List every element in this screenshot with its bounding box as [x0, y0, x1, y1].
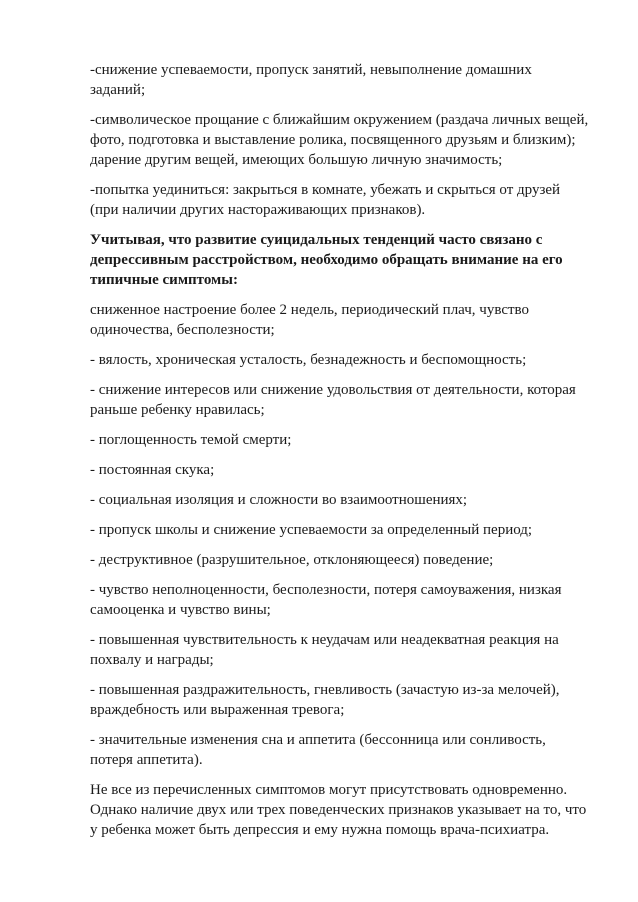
- paragraph-conclusion: Не все из перечисленных симптомов могут присутствовать одновременно. Однако наличие двух или трех поведенческих признаков указывает на то, что у ребенка может быть депрессия и ему нужна помощь врача-психиатра.: [90, 782, 587, 838]
- list-item-school-absence: - пропуск школы и снижение успеваемости за определенный период;: [90, 522, 533, 538]
- list-item-fatigue: - вялость, хроническая усталость, безнадежность и беспомощность;: [90, 352, 527, 368]
- paragraph-academic-decline: -снижение успеваемости, пропуск занятий, невыполнение домашних заданий;: [90, 62, 532, 98]
- paragraph-isolation-attempt: -попытка уединиться: закрыться в комнате, убежать и скрыться от друзей (при наличии других настораживающих признаков).: [90, 182, 561, 218]
- list-item-boredom: - постоянная скука;: [90, 462, 215, 478]
- list-item-destructive-behavior: - деструктивное (разрушительное, отклоняющееся) поведение;: [90, 552, 494, 568]
- list-item-social-isolation: - социальная изоляция и сложности во взаимоотношениях;: [90, 492, 468, 508]
- list-item-loss-of-interest: - снижение интересов или снижение удовольствия от деятельности, которая раньше ребенку нравилась;: [90, 382, 576, 418]
- list-item-death-preoccupation: - поглощенность темой смерти;: [90, 432, 292, 448]
- paragraph-symbolic-farewell: -символическое прощание с ближайшим окружением (раздача личных вещей, фото, подготовка и выставление ролика, посвященного друзьям и близким); дарение другим вещей, имеющих большую личную значимость;: [90, 112, 589, 168]
- list-item-sleep-appetite: - значительные изменения сна и аппетита (бессонница или сонливость, потеря аппетита).: [90, 732, 546, 768]
- list-item-irritability: - повышенная раздражительность, гневливость (зачастую из-за мелочей), враждебность или выраженная тревога;: [90, 682, 560, 718]
- list-item-sensitivity: - повышенная чувствительность к неудачам или неадекватная реакция на похвалу и награды;: [90, 632, 559, 668]
- document-body: [90, 60, 590, 850]
- list-item-low-self-esteem: - чувство неполноценности, бесполезности, потеря самоуважения, низкая самооценка и чувство вины;: [90, 582, 562, 618]
- section-heading-depression-symptoms: Учитывая, что развитие суицидальных тенденций часто связано с депрессивным расстройством, необходимо обращать внимание на его типичные симптомы:: [90, 232, 563, 288]
- list-item-low-mood: сниженное настроение более 2 недель, периодический плач, чувство одиночества, бесполезности;: [90, 302, 530, 338]
